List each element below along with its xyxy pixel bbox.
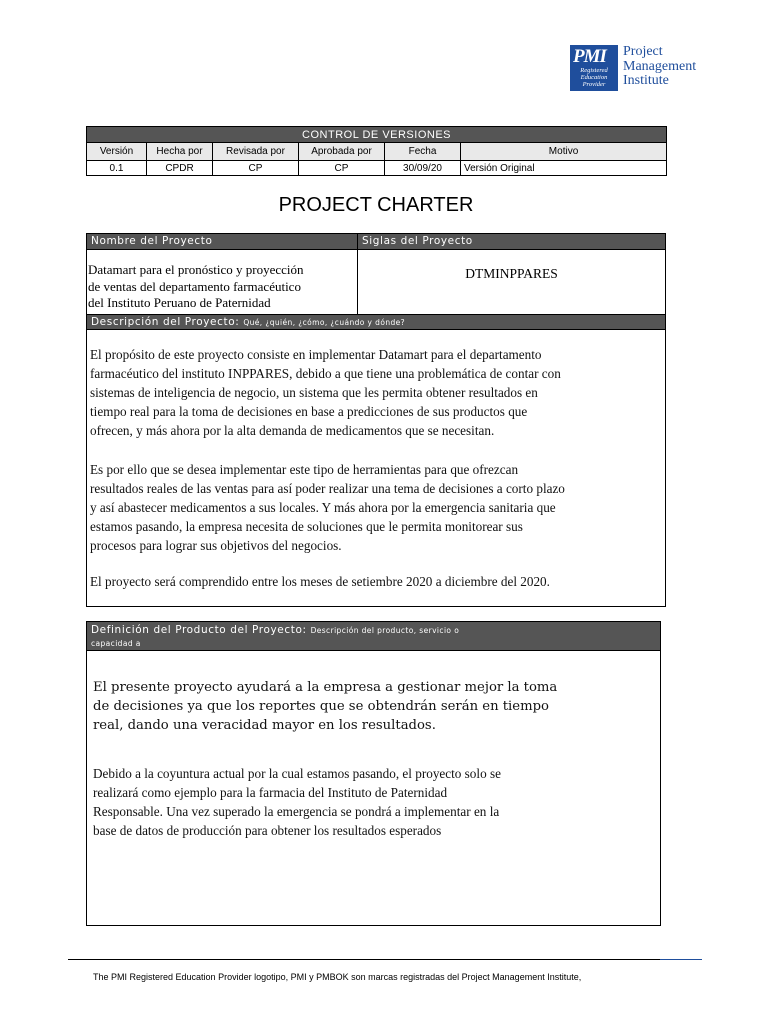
version-control-table	[86, 126, 667, 176]
text-line: procesos para lograr sus objetivos del negocios.	[90, 538, 342, 553]
text-line: real, dando una veracidad mayor en los resultados.	[93, 718, 436, 733]
description-paragraph-3	[90, 572, 550, 591]
text-line: realizará como ejemplo para la farmacia del Instituto de Paternidad	[93, 785, 448, 800]
text-line: sistemas de inteligencia de negocio, un sistema que les permita obtener resultados en	[90, 385, 538, 400]
product-paragraph-2	[93, 764, 501, 840]
table-cell: CP	[213, 161, 299, 176]
column-header: Fecha	[385, 143, 461, 161]
footer-text: The PMI Registered Education Provider logotipo, PMI y PMBOK son marcas registradas del Project Management Institute,	[93, 972, 582, 982]
text-line: Datamart para el pronóstico y proyección	[88, 262, 304, 277]
page-title: PROJECT CHARTER	[278, 194, 474, 216]
description-header-title: Descripción del Proyecto:	[91, 316, 240, 328]
text-line: tiempo real para la toma de decisiones en base a predicciones de sus productos que	[90, 404, 528, 419]
table-cell: 30/09/20	[385, 161, 461, 176]
logo-sub-line: Provider	[582, 81, 606, 88]
version-table-title-row	[87, 127, 667, 143]
project-name-header: Nombre del Proyecto	[86, 233, 358, 250]
column-header: Revisada por	[213, 143, 299, 161]
logo-sub-line: Education	[580, 74, 608, 81]
table-cell: CP	[299, 161, 385, 176]
pmi-logo-initials: PMI	[573, 46, 606, 67]
project-acronym-header: Siglas del Proyecto	[357, 233, 666, 250]
logo-sub-line: Registered	[580, 67, 608, 74]
project-name-cell	[86, 249, 358, 315]
logo-word: Project	[623, 44, 663, 59]
table-cell: CPDR	[147, 161, 213, 176]
pmi-logo-mark	[570, 45, 618, 91]
pmi-logo-provider-text	[572, 67, 616, 88]
product-paragraph-1	[93, 678, 557, 735]
column-header: Motivo	[461, 143, 667, 161]
table-cell: 0.1	[87, 161, 147, 176]
column-header: Versión	[87, 143, 147, 161]
project-acronym-cell	[357, 249, 666, 315]
product-header-subtitle-2: capacidad a	[91, 639, 141, 648]
text-line: ofrecen, y más ahora por la alta demanda de medicamentos que se necesitan.	[90, 423, 495, 438]
footer-divider-accent	[660, 959, 702, 960]
logo-word: Institute	[623, 73, 669, 88]
version-table-title: CONTROL DE VERSIONES	[87, 127, 667, 143]
text-line: Responsable. Una vez superado la emergencia se pondrá a implementar en la	[93, 804, 500, 819]
text-line: Debido a la coyuntura actual por la cual estamos pasando, el proyecto solo se	[93, 766, 501, 781]
product-header-subtitle: Descripción del producto, servicio o	[310, 626, 460, 635]
text-line: resultados reales de las ventas para así poder realizar una tema de decisiones a corto plazo	[90, 481, 565, 496]
text-line: El presente proyecto ayudará a la empresa a gestionar mejor la toma	[93, 680, 558, 695]
text-line: de decisiones ya que los reportes que se obtendrán serán en tiempo	[93, 699, 549, 714]
text-line: y así abastecer medicamentos a sus locales. Y más ahora por la emergencia sanitaria que	[90, 500, 556, 515]
table-row	[87, 161, 667, 176]
column-header: Aprobada por	[299, 143, 385, 161]
product-definition-header	[86, 621, 661, 651]
text-line: de ventas del departamento farmacéutico	[88, 278, 301, 294]
table-cell: Versión Original	[461, 161, 667, 176]
project-acronym: DTMINPPARES	[465, 266, 558, 281]
pmi-logo-wordmark	[623, 45, 696, 89]
project-name-text	[88, 262, 304, 312]
description-paragraph-1	[90, 345, 561, 440]
product-header-title: Definición del Producto del Proyecto:	[91, 624, 307, 636]
description-header-subtitle: Qué, ¿quién, ¿cómo, ¿cuándo y dónde?	[243, 318, 406, 327]
text-line: Es por ello que se desea implementar este tipo de herramientas para que ofrezcan	[90, 462, 519, 477]
version-table-header-row	[87, 143, 667, 161]
description-paragraph-2	[90, 460, 565, 555]
product-definition-box	[86, 650, 661, 926]
logo-word: Management	[623, 58, 697, 74]
text-line: El propósito de este proyecto consiste en implementar Datamart para el departamento	[90, 347, 542, 362]
text-line: El proyecto será comprendido entre los meses de setiembre 2020 a diciembre del 2020.	[90, 574, 550, 589]
text-line: estamos pasando, la empresa necesita de soluciones que le permita monitorear sus	[90, 519, 523, 534]
text-line: base de datos de producción para obtener los resultados esperados	[93, 823, 442, 838]
description-box	[86, 329, 666, 607]
footer-divider	[68, 959, 700, 960]
text-line: del Instituto Peruano de Paternidad	[88, 295, 271, 310]
description-header	[86, 314, 666, 330]
column-header: Hecha por	[147, 143, 213, 161]
pmi-logo	[570, 45, 705, 95]
text-line: farmacéutico del instituto INPPARES, debido a que tiene una problemática de contar con	[90, 366, 561, 381]
